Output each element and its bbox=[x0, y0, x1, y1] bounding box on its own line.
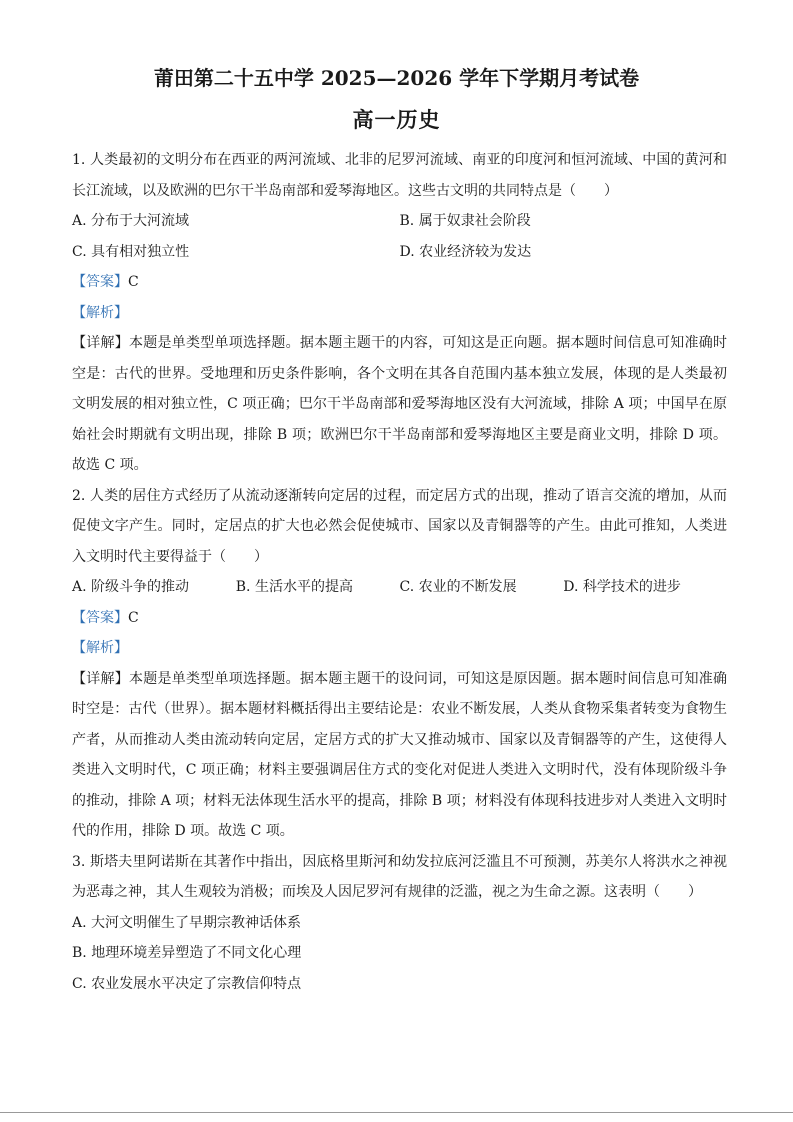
options-row bbox=[72, 572, 727, 603]
analysis-tag: 【解析】 bbox=[72, 640, 128, 656]
answer-value: C bbox=[128, 609, 139, 626]
option-a: A. 分布于大河流域 bbox=[72, 213, 190, 229]
detail-paragraph bbox=[72, 328, 727, 481]
question-stem: 3. 斯塔夫里阿诺斯在其著作中指出，因底格里斯河和幼发拉底河泛滥且不可预测，苏美尔人将洪水之神视为恶毒之神，其人生观较为消极；而埃及人因尼罗河有规律的泛滥，视之为生命之源。这表明（ ） bbox=[72, 853, 727, 900]
answer-line bbox=[72, 267, 727, 298]
page-bottom-divider bbox=[0, 1112, 793, 1113]
detail-tag: 【详解】 bbox=[72, 335, 129, 351]
question-1 bbox=[72, 145, 727, 481]
option-b: B. 地理环境差异塑造了不同文化心理 bbox=[72, 945, 302, 961]
option-a: A. 阶级斗争的推动 bbox=[72, 579, 190, 595]
analysis-line bbox=[72, 633, 727, 664]
detail-text: 本题是单类型单项选择题。据本题主题干的内容，可知这是正向题。据本题时间信息可知准确时空是：古代的世界。受地理和历史条件影响，各个文明在其各自范围内基本独立发展，体现的是人类最初文明发展的相对独立性，C 项正确；巴尔干半岛南部和爱琴海地区没有大河流域，排除 A 项；中国早在原始社会时期就有文明出现，排除 B 项；欧洲巴尔干半岛南部和爱琴海地区主要是商业文明，排除 D 项。故选 C 项。 bbox=[72, 335, 728, 473]
option-a: A. 大河文明催生了早期宗教神话体系 bbox=[72, 914, 302, 931]
detail-text: 本题是单类型单项选择题。据本题主题干的设问词，可知这是原因题。据本题时间信息可知准确时空是：古代（世界）。据本题材料概括得出主要结论是：农业不断发展，人类从食物采集者转变为食物生产者，从而推动人类由流动转向定居，定居方式的扩大又推动城市、国家以及青铜器等的产生，这使得人类进入文明时代，C 项正确；材料主要强调居住方式的变化对促进人类进入文明时代，没有体现阶级斗争的推动，排除 A 项；材料无法体现生活水平的提高，排除 B 项；材料没有体现科技进步对人类进入文明时代的作用，排除 D 项。故选 C 项。 bbox=[72, 670, 728, 839]
exam-title: 莆田第二十五中学 2025—2026 学年下学期月考试卷 bbox=[153, 66, 640, 90]
answer-line bbox=[72, 603, 727, 634]
analysis-line bbox=[72, 298, 727, 329]
option-c: C. 农业发展水平决定了宗教信仰特点 bbox=[72, 975, 302, 992]
option-c: C. 农业的不断发展 bbox=[399, 579, 517, 595]
question-stem: 1. 人类最初的文明分布在西亚的两河流域、北非的尼罗河流域、南亚的印度河和恒河流域、中国的黄河和长江流域，以及欧洲的巴尔干半岛南部和爱琴海地区。这些古文明的共同特点是（ ） bbox=[72, 152, 727, 199]
answer-value: C bbox=[128, 274, 139, 290]
exam-subtitle: 高一历史 bbox=[352, 107, 441, 132]
answer-tag: 【答案】 bbox=[72, 274, 128, 290]
options-grid bbox=[72, 206, 727, 267]
question-3 bbox=[72, 847, 727, 1000]
answer-tag: 【答案】 bbox=[72, 609, 128, 626]
detail-paragraph bbox=[72, 664, 727, 847]
exam-content bbox=[72, 145, 727, 999]
question-stem: 2. 人类的居住方式经历了从流动逐渐转向定居的过程，而定居方式的出现，推动了语言交流的增加，从而促使文字产生。同时，定居点的扩大也必然会促使城市、国家以及青铜器等的产生。由此可推知，人类进入文明时代主要得益于（ ） bbox=[72, 487, 727, 565]
option-c: C. 具有相对独立性 bbox=[72, 243, 190, 260]
question-2 bbox=[72, 481, 727, 847]
analysis-tag: 【解析】 bbox=[72, 304, 128, 321]
option-b: B. 属于奴隶社会阶段 bbox=[399, 213, 531, 229]
option-d: D. 农业经济较为发达 bbox=[399, 243, 532, 260]
option-d: D. 科学技术的进步 bbox=[563, 579, 681, 595]
option-b: B. 生活水平的提高 bbox=[235, 579, 353, 595]
detail-tag: 【详解】 bbox=[72, 670, 129, 687]
